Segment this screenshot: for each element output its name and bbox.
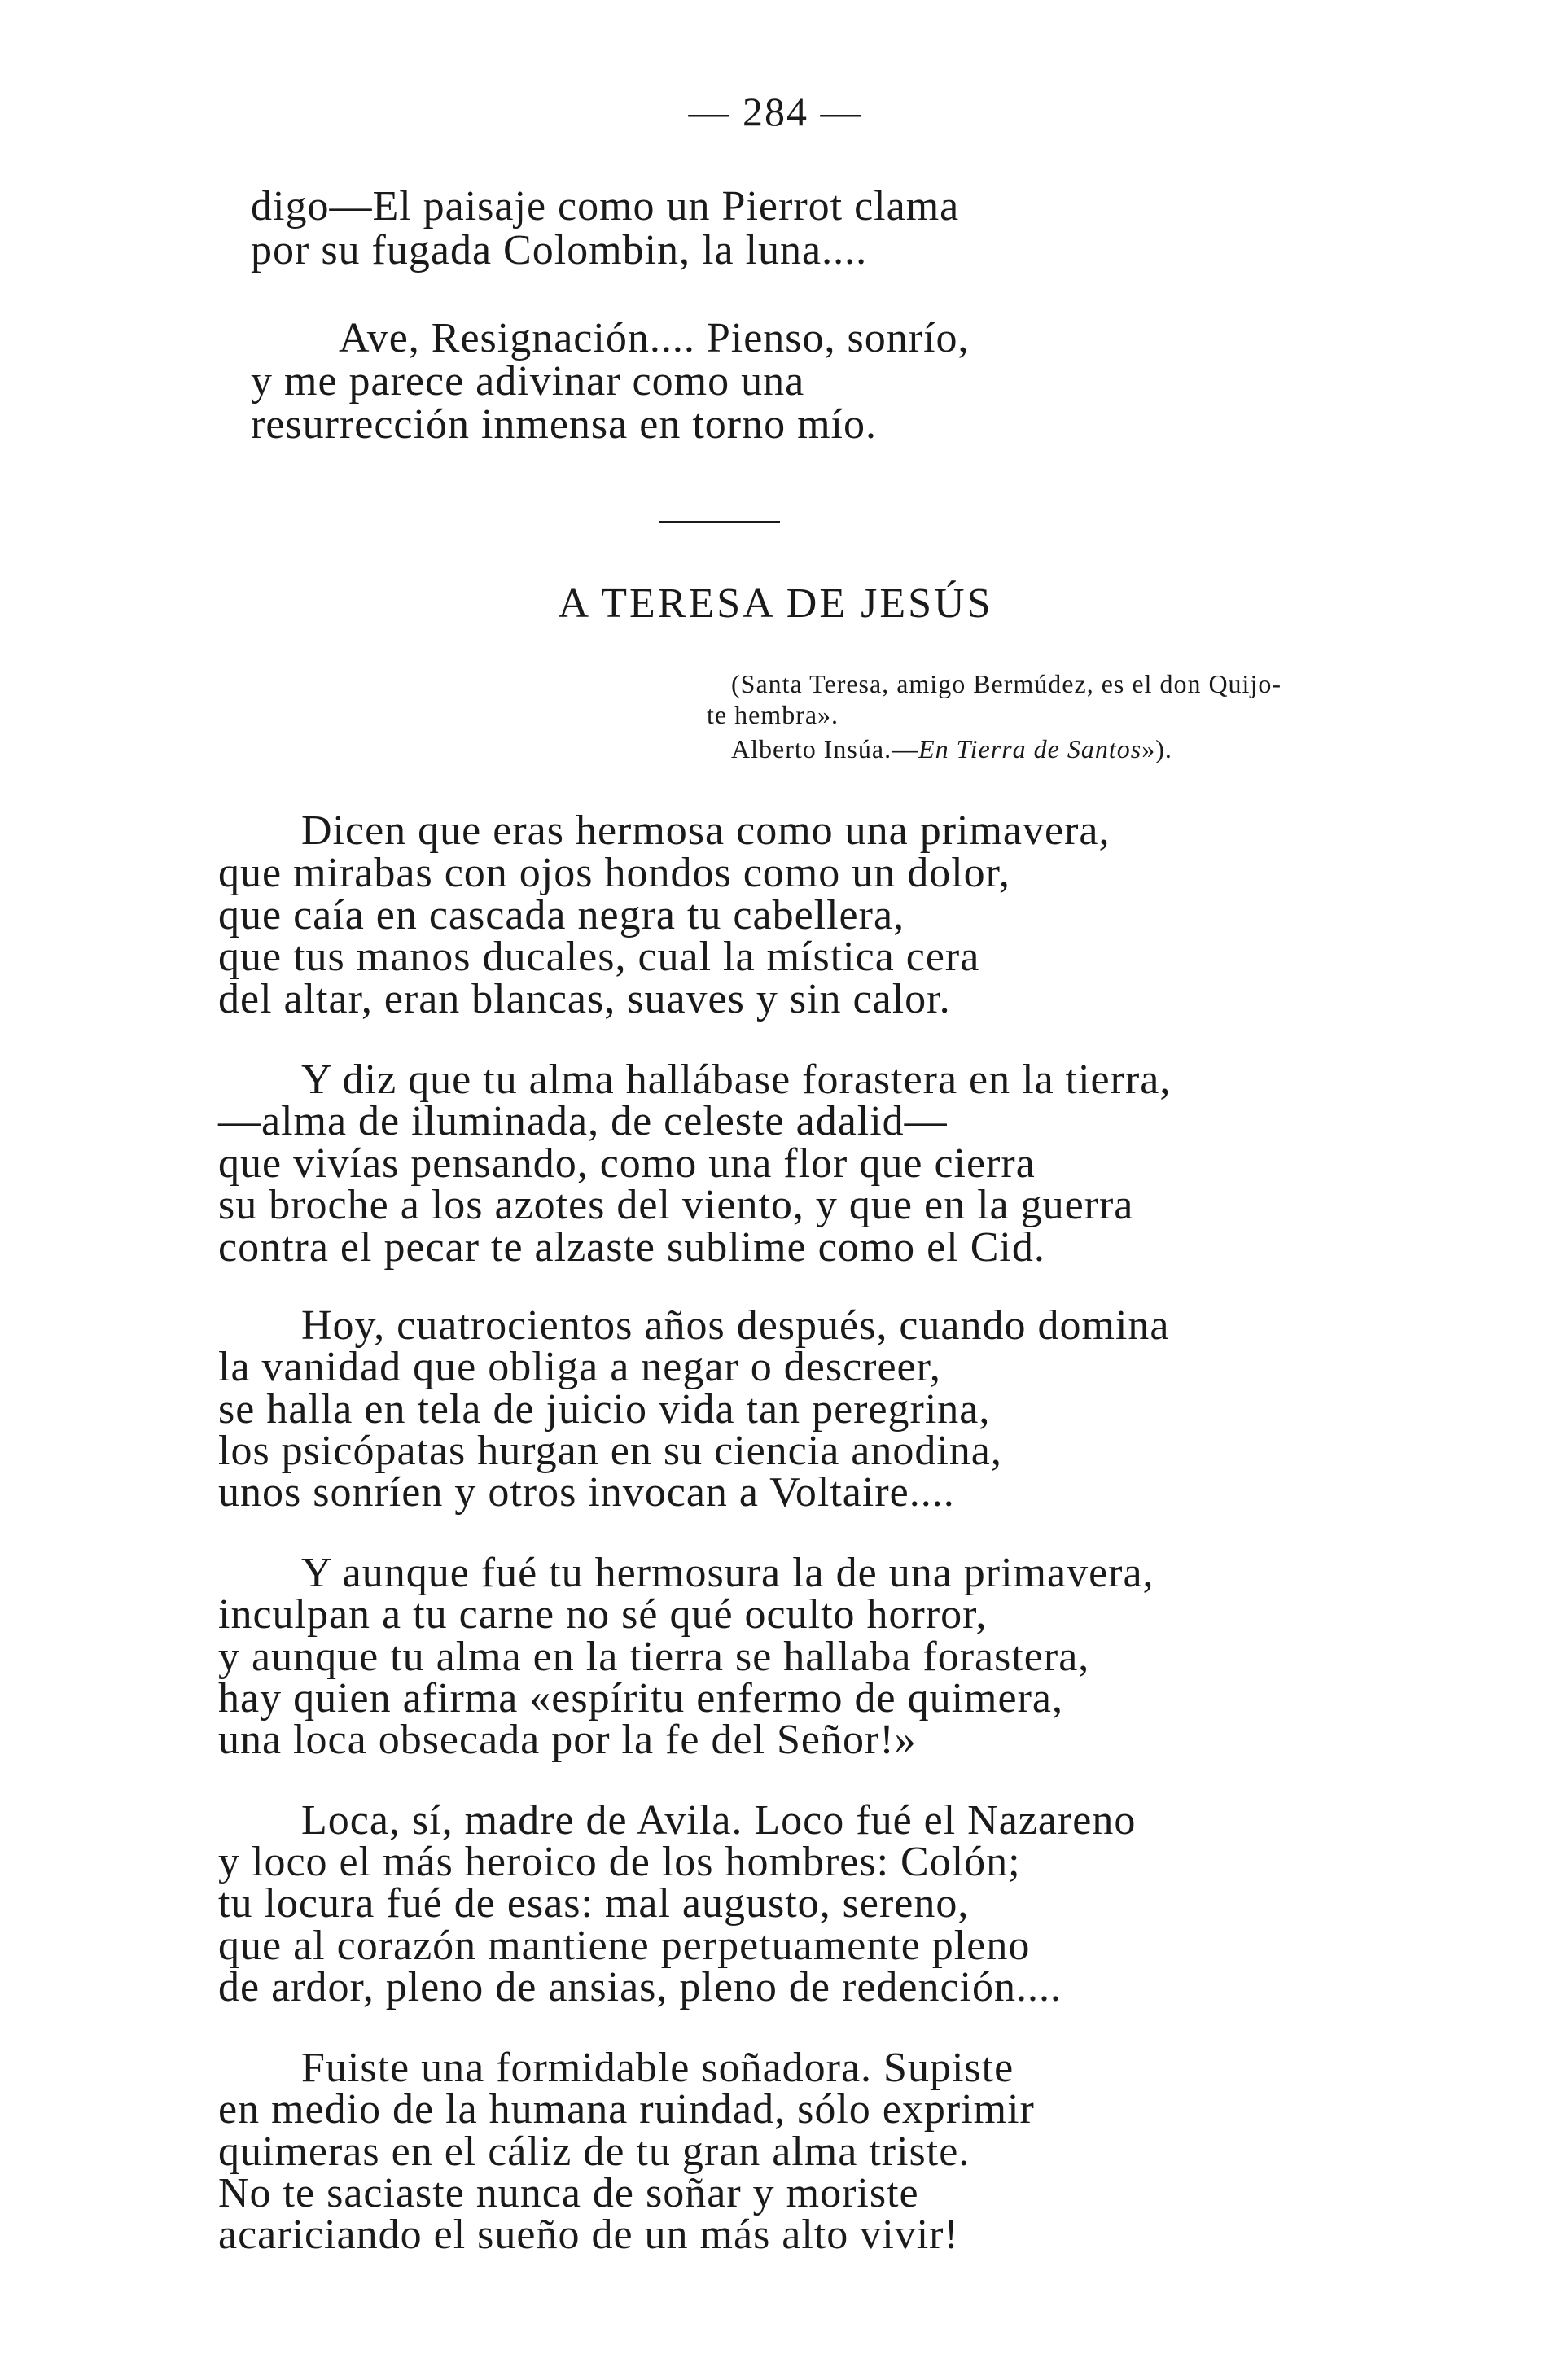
verse-line: que vivías pensando, como una flor que cierra <box>218 1140 1036 1187</box>
verse-line: de ardor, pleno de ansias, pleno de redención.... <box>218 1964 1062 2010</box>
verse-line: que caía en cascada negra tu cabellera, <box>218 892 905 938</box>
verse-line: y me parece adivinar como una <box>251 358 805 405</box>
verse-line: en medio de la humana ruindad, sólo exprimir <box>218 2086 1035 2133</box>
verse-line: Y diz que tu alma hallábase forastera en la tierra, <box>301 1057 1172 1103</box>
verse-line: que al corazón mantiene perpetuamente pleno <box>218 1923 1031 1969</box>
epigraph-attribution <box>731 736 1172 762</box>
epigraph-work-title: En Tierra de Santos <box>918 734 1142 763</box>
epigraph-line: (Santa Teresa, amigo Bermúdez, es el don Quijo- <box>731 669 1282 698</box>
verse-line: la vanidad que obliga a negar o descreer, <box>218 1344 941 1390</box>
verse-line: Y aunque fué tu hermosura la de una primavera, <box>301 1550 1154 1596</box>
verse-line: No te saciaste nunca de soñar y moriste <box>218 2170 919 2216</box>
verse-line: Loca, sí, madre de Avila. Loco fué el Nazareno <box>301 1797 1137 1844</box>
verse-line: y loco el más heroico de los hombres: Colón; <box>218 1839 1021 1885</box>
verse-line: Fuiste una formidable soñadora. Supiste <box>301 2045 1014 2091</box>
verse-line: se halla en tela de juicio vida tan peregrina, <box>218 1386 991 1433</box>
verse-line: —alma de iluminada, de celeste adalid— <box>218 1098 948 1144</box>
verse-line: por su fugada Colombin, la luna.... <box>251 227 868 273</box>
verse-line: tu locura fué de esas: mal augusto, sereno, <box>218 1880 970 1927</box>
verse-line: una loca obsecada por la fe del Señor!» <box>218 1717 917 1763</box>
verse-line: y aunque tu alma en la tierra se hallaba forastera, <box>218 1634 1090 1680</box>
verse-line: los psicópatas hurgan en su ciencia anodina, <box>218 1428 1002 1474</box>
verse-line: digo—El paisaje como un Pierrot clama <box>251 183 960 230</box>
verse-line: unos sonríen y otros invocan a Voltaire.... <box>218 1469 955 1516</box>
verse-line: su broche a los azotes del viento, y que en la guerra <box>218 1182 1134 1228</box>
epigraph-line: te hembra». <box>707 700 839 729</box>
epigraph-author: Alberto Insúa.— <box>731 734 919 763</box>
verse-line: del altar, eran blancas, suaves y sin calor. <box>218 976 951 1022</box>
epigraph-closing: »). <box>1141 734 1172 763</box>
verse-line: hay quien afirma «espíritu enfermo de quimera, <box>218 1675 1063 1722</box>
verse-line: quimeras en el cáliz de tu gran alma triste. <box>218 2128 970 2175</box>
poem-title: A TERESA DE JESÚS <box>558 580 993 627</box>
verse-line: acariciando el sueño de un más alto vivir! <box>218 2212 959 2258</box>
verse-line: Ave, Resignación.... Pienso, sonrío, <box>339 315 970 361</box>
verse-line: Hoy, cuatrocientos años después, cuando domina <box>301 1302 1170 1349</box>
section-divider <box>659 521 780 523</box>
verse-line: que mirabas con ojos hondos como un dolor, <box>218 850 1010 896</box>
verse-line: inculpan a tu carne no sé qué oculto horror, <box>218 1591 988 1638</box>
verse-line: que tus manos ducales, cual la mística cera <box>218 934 980 980</box>
verse-line: Dicen que eras hermosa como una primavera, <box>301 807 1111 854</box>
verse-line: contra el pecar te alzaste sublime como el Cid. <box>218 1224 1045 1271</box>
page-number: — 284 — <box>688 89 863 134</box>
verse-line: resurrección inmensa en torno mío. <box>251 401 877 448</box>
